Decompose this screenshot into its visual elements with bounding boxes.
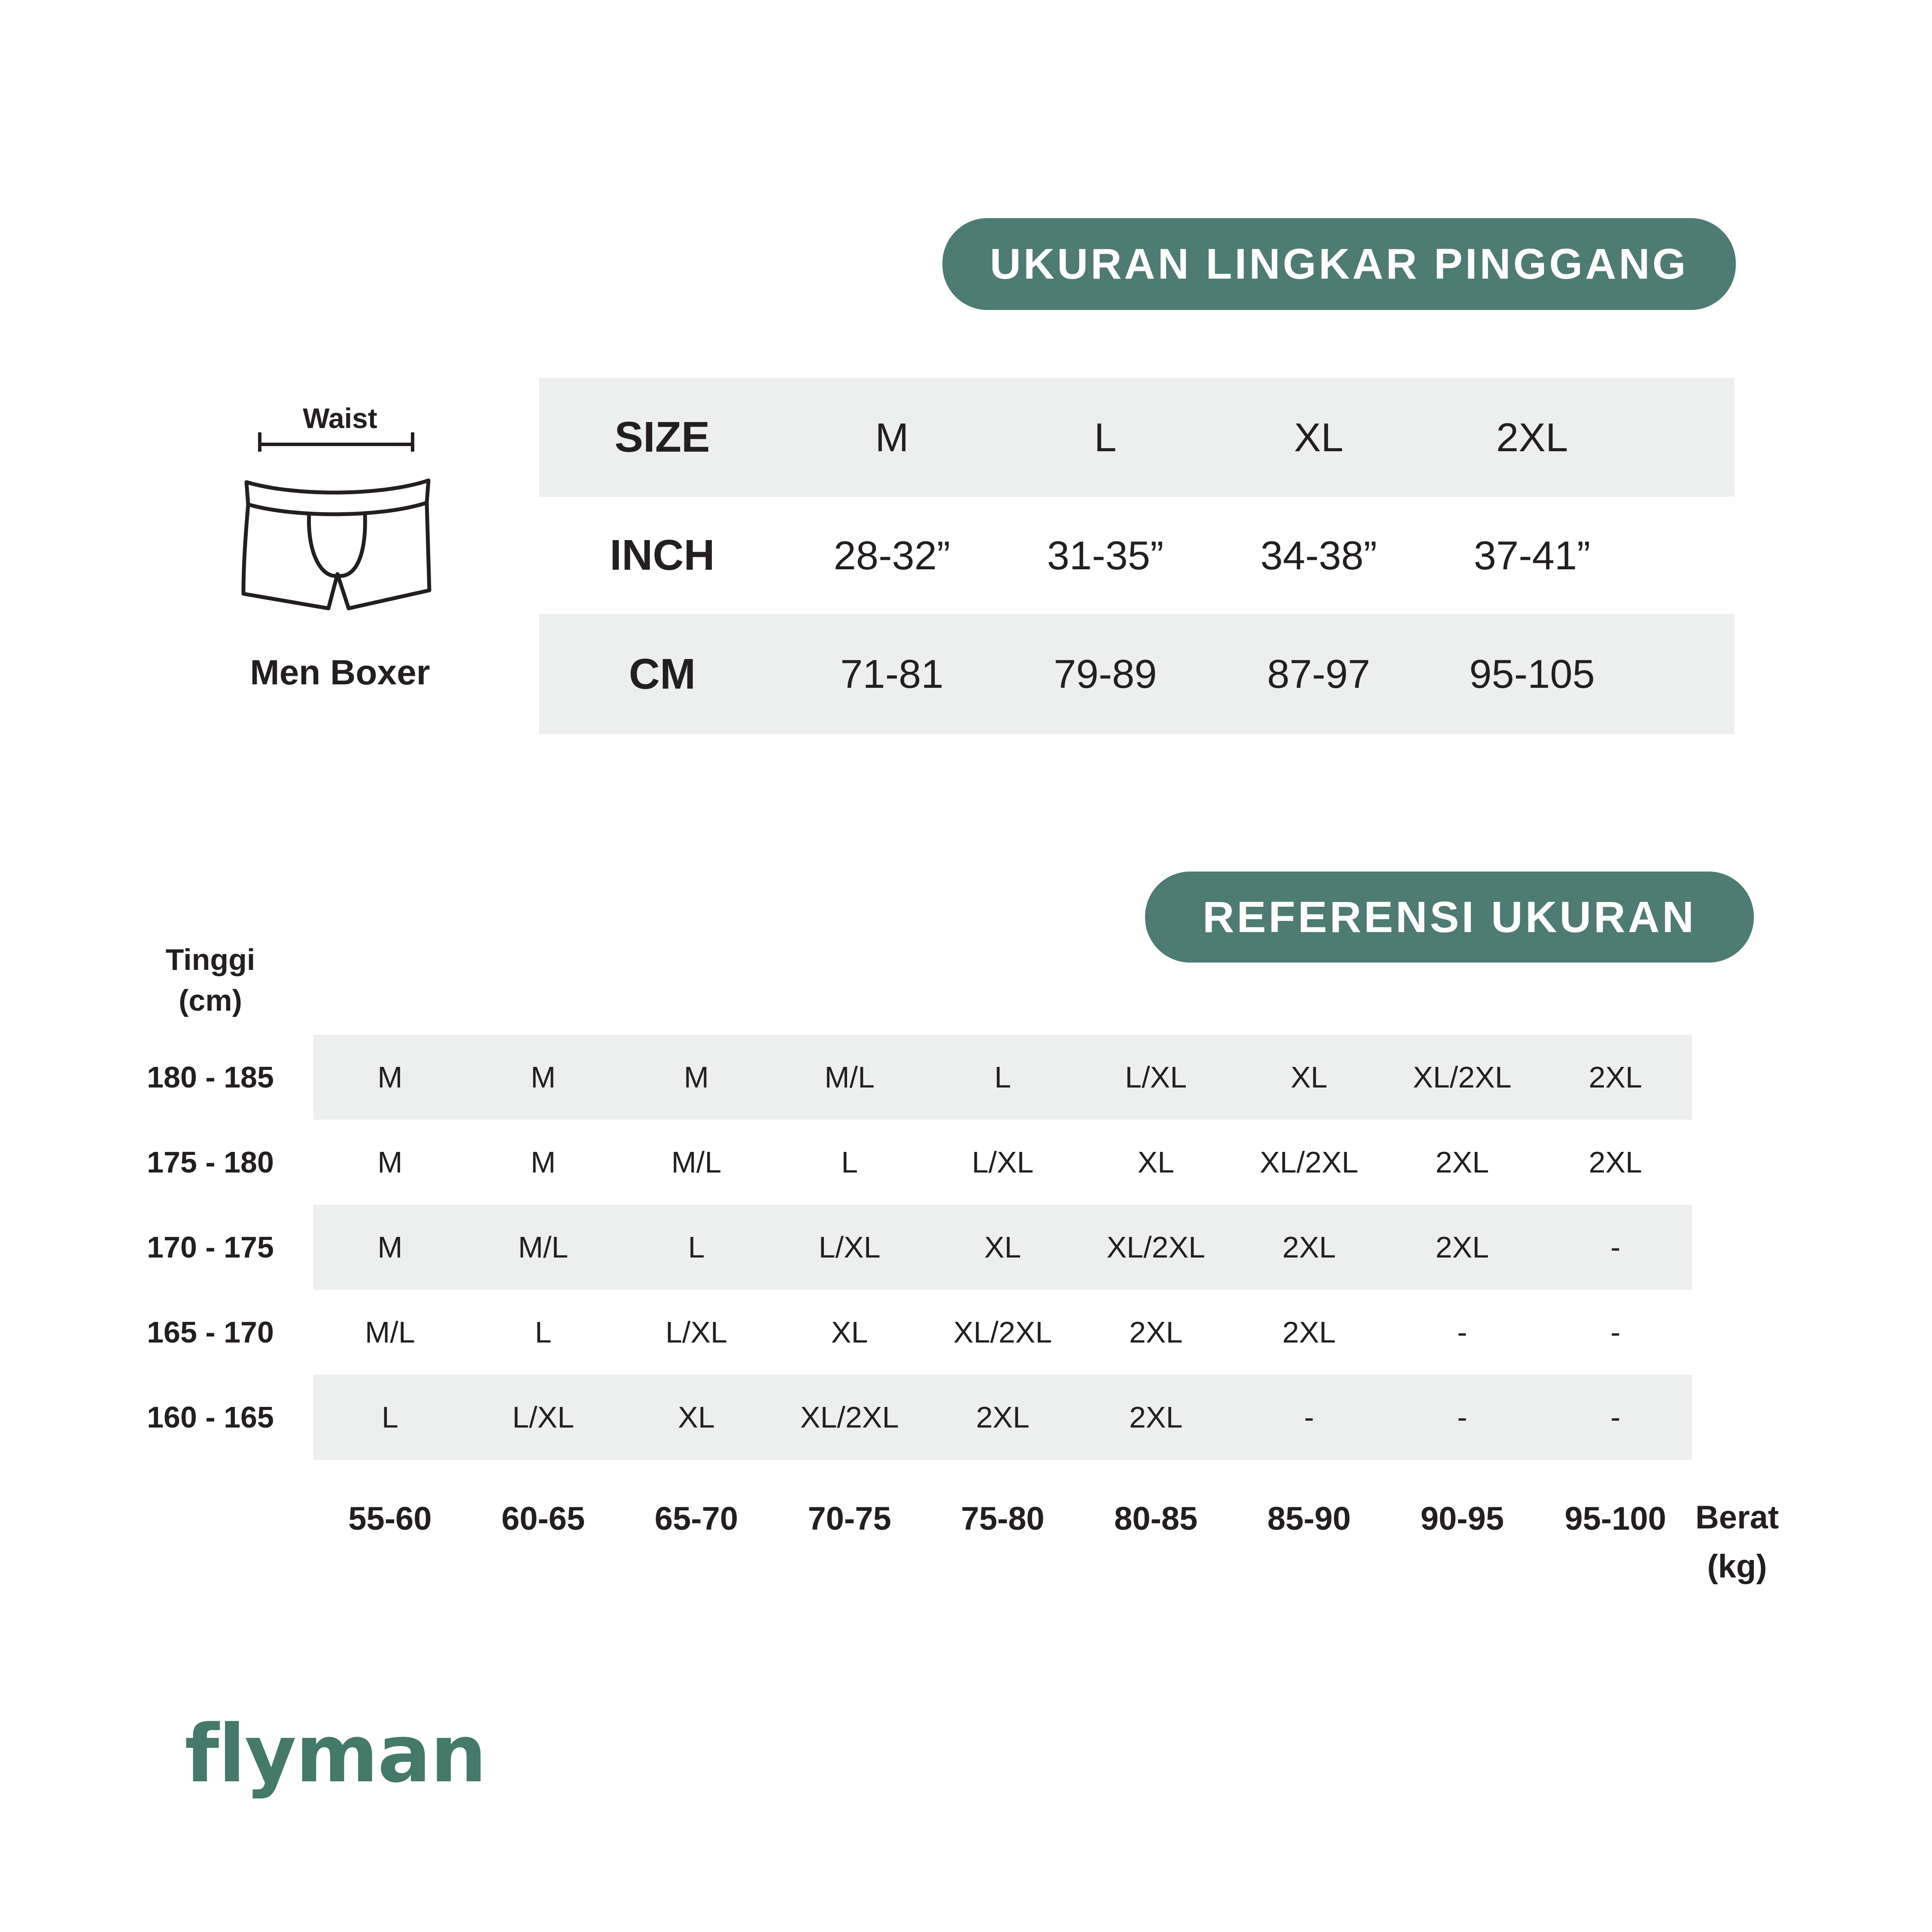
row-cells [313, 1290, 1692, 1375]
weight-range-label: 80-85 [1114, 1500, 1198, 1537]
size-cell: M [531, 1145, 556, 1179]
height-range-label: 160 - 165 [147, 1400, 274, 1434]
size-cell: XL/2XL [1413, 1060, 1512, 1094]
size-cell: XL/2XL [1260, 1145, 1358, 1179]
height-range-label: 175 - 180 [147, 1145, 274, 1179]
boxer-waistband [246, 480, 428, 514]
size-cell: M/L [365, 1315, 415, 1349]
size-cell: 2XL [1282, 1230, 1336, 1264]
weight-range-label: 85-90 [1267, 1500, 1351, 1537]
table-row [133, 1205, 1692, 1290]
boxer-illustration [240, 427, 438, 618]
size-cell: M [377, 1060, 403, 1094]
size-cell: M [377, 1145, 403, 1179]
weight-range-label: 70-75 [808, 1500, 891, 1537]
size-cell: 2XL [1589, 1145, 1642, 1179]
weight-range-label: 75-80 [961, 1500, 1045, 1537]
weight-range-label: 55-60 [348, 1500, 432, 1537]
size-value: M [875, 414, 909, 460]
inch-value: 31-35” [1047, 532, 1164, 578]
weight-labels [313, 1486, 1692, 1551]
size-cell: XL [831, 1315, 868, 1349]
size-cell: M [683, 1060, 709, 1094]
size-cell: 2XL [1282, 1315, 1336, 1349]
boxer-caption: Men Boxer [250, 653, 430, 692]
size-cell: L [535, 1315, 552, 1349]
table-row-cm [539, 614, 1735, 734]
weight-range-label: 60-65 [501, 1500, 585, 1537]
size-cell: - [1304, 1400, 1314, 1434]
size-cell: XL/2XL [800, 1400, 899, 1434]
cm-value: 71-81 [840, 651, 944, 696]
size-cell: L/XL [972, 1145, 1034, 1179]
size-cell: M/L [671, 1145, 722, 1179]
size-value: L [1094, 414, 1117, 460]
size-value: 2XL [1496, 414, 1568, 460]
table-row-inch [539, 497, 1735, 614]
size-cell: 2XL [1129, 1315, 1183, 1349]
reference-section-title-badge [1145, 872, 1754, 963]
size-value: XL [1294, 414, 1343, 460]
weight-range-label: 90-95 [1420, 1500, 1504, 1537]
height-range-label: 165 - 170 [147, 1315, 274, 1349]
weight-axis-label-line1: Berat [1695, 1499, 1779, 1536]
size-cell: 2XL [1129, 1400, 1183, 1434]
inch-value: 34-38” [1260, 532, 1377, 578]
size-cell: - [1457, 1315, 1467, 1349]
height-range-label: 170 - 175 [147, 1230, 274, 1264]
waist-measure-label: Waist [303, 402, 377, 434]
height-range-label: 180 - 185 [147, 1060, 274, 1094]
row-cells [313, 1035, 1692, 1120]
size-cell: XL/2XL [1106, 1230, 1206, 1264]
boxer-body-outline [243, 503, 429, 608]
size-cell: M/L [518, 1230, 568, 1264]
weight-range-label: 95-100 [1564, 1500, 1666, 1537]
size-cell: XL [1137, 1145, 1175, 1179]
inch-value: 37-41” [1473, 532, 1591, 578]
size-cell: M/L [824, 1060, 875, 1094]
size-cell: L [688, 1230, 705, 1264]
cm-value: 87-97 [1267, 651, 1370, 696]
size-cell: 2XL [976, 1400, 1030, 1434]
size-cell: M [531, 1060, 556, 1094]
table-row [133, 1375, 1692, 1460]
size-cell: L [841, 1145, 858, 1179]
size-cell: 2XL [1589, 1060, 1642, 1094]
size-cell: L/XL [818, 1230, 881, 1264]
size-cell: 2XL [1435, 1230, 1489, 1264]
cm-value: 95-105 [1469, 651, 1595, 696]
size-cell: L/XL [512, 1400, 574, 1434]
size-cell: - [1610, 1315, 1621, 1349]
weight-axis-spacer [133, 1486, 288, 1551]
size-cell: 2XL [1435, 1145, 1489, 1179]
size-cell: L/XL [1125, 1060, 1187, 1094]
reference-section-title: REFERENSI UKURAN [1202, 892, 1697, 942]
table-row [133, 1035, 1692, 1120]
height-axis-label [125, 939, 296, 1021]
size-reference-table [133, 1035, 1692, 1551]
size-cell: XL/2XL [953, 1315, 1052, 1349]
weight-axis-label [1681, 1493, 1793, 1591]
row-cells [313, 1120, 1692, 1205]
row-header: CM [629, 650, 696, 698]
height-axis-label-line1: Tinggi [165, 943, 255, 976]
size-cell: L [381, 1400, 398, 1434]
size-cell: L [994, 1060, 1011, 1094]
size-cell: - [1457, 1400, 1467, 1434]
size-cell: M [377, 1230, 403, 1264]
row-cells [313, 1375, 1692, 1460]
flyman-logo: flyman [185, 1707, 486, 1800]
weight-range-label: 65-70 [654, 1500, 738, 1537]
cm-value: 79-89 [1054, 651, 1157, 696]
height-axis-label-line2: (cm) [179, 984, 242, 1017]
size-cell: XL [1291, 1060, 1327, 1094]
weight-axis-label-line2: (kg) [1707, 1548, 1767, 1585]
table-row [133, 1120, 1692, 1205]
size-cell: - [1610, 1400, 1621, 1434]
waist-section-title: UKURAN LINGKAR PINGGANG [990, 240, 1689, 288]
weight-axis-row [133, 1486, 1692, 1551]
table-row-size [539, 378, 1735, 497]
row-header: INCH [610, 531, 715, 579]
size-cell: XL [678, 1400, 715, 1434]
table-row [133, 1290, 1692, 1375]
waist-size-table [539, 378, 1735, 734]
size-cell: XL [984, 1230, 1021, 1264]
row-cells [313, 1205, 1692, 1290]
row-header: SIZE [614, 413, 710, 461]
inch-value: 28-32” [833, 532, 951, 578]
waist-section-title-badge [942, 218, 1736, 310]
size-cell: - [1610, 1230, 1621, 1264]
size-cell: L/XL [665, 1315, 727, 1349]
waist-measure-line [260, 432, 413, 452]
